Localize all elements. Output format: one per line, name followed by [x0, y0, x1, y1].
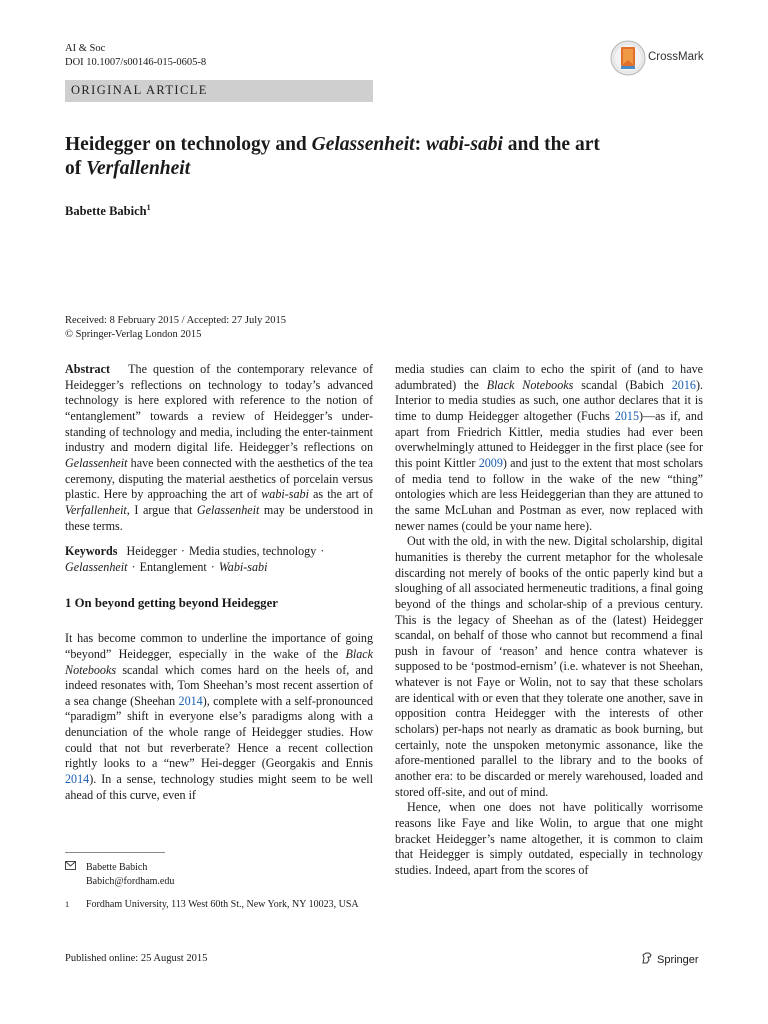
keywords — [65, 544, 373, 575]
keyword: Gelassenheit — [65, 559, 128, 574]
crossmark-icon — [610, 40, 646, 76]
doi: DOI 10.1007/s00146-015-0605-8 — [65, 57, 207, 68]
keyword-separator: · — [320, 544, 325, 559]
title-part: : — [414, 134, 426, 155]
abstract-heading: Abstract — [65, 362, 111, 376]
corresponding-author — [65, 861, 366, 888]
body-text: scandal (Babich — [573, 377, 672, 392]
body-text: ) and just to the extent that most scholars of media tend to follow in the wake of the new “thing” ontologies which are less Heideggerian than they are attuned to the same McLuhan and Postman as ever, now replaced with newer names (could be your name here). — [395, 455, 703, 533]
section-heading: 1 On beyond getting beyond Heidegger — [65, 595, 278, 610]
title-part: Heidegger on technology and — [65, 134, 312, 155]
body-text: It has become common to underline the importance of going “beyond” Heidegger, especially in the wake of the — [65, 631, 373, 661]
affil-mark — [65, 898, 86, 916]
citation-link[interactable]: 2009 — [478, 455, 503, 470]
abstract-text-italic: wabi-sabi — [261, 487, 309, 502]
keyword: Heidegger — [126, 544, 177, 559]
body-text: )—as if, and apart from Friedrich Kittler, media studies had ever been overwhelmingly attuned to Heidegger in the first place (see for this point Kittler — [395, 408, 703, 470]
article-dates — [65, 314, 286, 342]
article-title — [65, 133, 665, 181]
body-paragraph — [65, 631, 373, 803]
abstract-text: have been connected with the aesthetics of the tea ceremony, disputing the material aesthetics of porcelain versus plastic. Here by approaching the art of — [65, 455, 373, 502]
body-text: ), complete with a self-pronounced “paradigm” shift in everyone else’s paradigms along with a denunciation of the whole range of Heidegger studies. How could that not but reverberate? Hence a recent collection rightly looks to a “new” Hei-degger (Georgakis and Ennis — [65, 693, 373, 771]
body-text-italic: Black Notebooks — [486, 377, 574, 392]
abstract-text: may be understood in these terms. — [65, 502, 373, 533]
body-text: ). Interior to media studies as such, one author declares that it is time to dump Heidegger altogether (Fuchs — [395, 377, 703, 423]
affil-text: Fordham University, 113 West 60th St., New York, NY 10023, USA — [86, 899, 359, 910]
published-online: Published online: 25 August 2015 — [65, 953, 208, 964]
footnote-divider — [65, 852, 165, 853]
title-part-italic: Gelassenheit — [311, 134, 415, 155]
keyword: Wabi-sabi — [218, 559, 268, 574]
journal-name: AI & Soc — [65, 43, 106, 54]
body-text-italic: Black Notebooks — [65, 646, 373, 677]
title-part-italic: wabi-sabi — [425, 134, 503, 155]
title-part: and the art — [502, 134, 600, 155]
crossmark-label: CrossMark — [648, 51, 704, 63]
received-accepted: Received: 8 February 2015 / Accepted: 27 July 2015 — [65, 315, 287, 326]
affil-number: 1 — [65, 900, 70, 909]
body-paragraph — [395, 362, 703, 534]
abstract-text-italic: Gelassenheit — [196, 502, 260, 517]
springer-horse-icon — [640, 951, 654, 965]
keyword: Entanglement — [139, 559, 207, 574]
citation-link[interactable]: 2014 — [65, 772, 90, 787]
body-paragraph: Hence, when one does not have politically worrisome reasons like Faye and like Wolin, to argue that one might bracket Heidegger’s name altogether, it is common to claim that Heidegger is simply outdated, especially in technology studies. Indeed, apart from the scores of — [395, 800, 703, 877]
keywords-heading: Keywords — [65, 544, 118, 559]
article-type-label: ORIGINAL ARTICLE — [71, 83, 208, 97]
copyright: © Springer-Verlag London 2015 — [65, 329, 202, 340]
title-part-italic: Verfallenheit — [86, 158, 191, 179]
crossmark-badge[interactable] — [610, 40, 720, 80]
author — [65, 203, 151, 219]
body-paragraph: Out with the old, in with the new. Digital scholarship, digital humanities is thereby the current metaphor for the wholesale discarding not merely of books of the ontic paperly kind but a sloughing of all associated hermeneutic traditions, a final going beyond of the things and scholar-ship of a previous century. This is the legacy of Sheehan as of the (latest) Heidegger scandal, on behalf of those who cannot but recommend a final push in favour of ‘reason’ and hence contra whatever is supposed to be ‘postmod-ernism’ (i.e. whatever is not Sheehan, whatever is not Faye or Wolin, not to say that these scholars are identical with or even that they tolerate one another, save in opposition contra Heidegger with the interests of other scholars) per-haps not nearly as dramatic as book burning, but certainly, note the unspoken metonymic assonance, like the afore-mentioned parallel to the library and to the books of another era: to be discarded or merely warehoused, loaded and stored off-site, and out of mind. — [395, 534, 703, 799]
contact-email[interactable]: Babich@fordham.edu — [86, 875, 175, 887]
keyword: Media studies, technology — [188, 544, 317, 559]
citation-link[interactable]: 2016 — [671, 377, 696, 392]
abstract-text-italic: Gelassenheit — [65, 455, 128, 470]
contact-name: Babette Babich — [86, 862, 148, 873]
left-column — [65, 362, 373, 803]
publisher-logo — [640, 951, 699, 966]
affiliation-footnote — [65, 898, 366, 916]
keyword-separator: · — [210, 559, 215, 574]
title-part: of — [65, 158, 87, 179]
keyword-separator: · — [180, 544, 185, 559]
abstract-text-italic: Verfallenheit — [65, 502, 127, 517]
keyword-separator: · — [131, 559, 136, 574]
body-text: ). In a sense, technology studies might seem to be well ahead of this curve, even if — [65, 772, 373, 802]
citation-link[interactable]: 2014 — [178, 693, 203, 708]
body-text: scandal which comes hard on the heels of, and indeed resonates with, Tom Sheehan’s most recent assertion of a sea change (Sheehan — [65, 662, 373, 708]
citation-link[interactable]: 2015 — [614, 408, 640, 423]
abstract-text: , I argue that — [126, 502, 197, 517]
abstract-text: as the art of — [308, 487, 373, 502]
abstract-text: The question of the contemporary relevance of Heidegger’s reflections on technology to today’s advanced technology is here explored with reference to the notion of “entanglement” towards a review of Heidegger’s under-standing of technology and media, including the enter-tainment industry and modern digital life. Heidegger’s reflections on — [65, 362, 373, 455]
author-name: Babette Babich — [65, 204, 147, 219]
right-column — [395, 362, 703, 879]
author-affil-mark: 1 — [146, 203, 151, 212]
envelope-icon — [65, 861, 86, 875]
article-type-banner — [65, 80, 373, 102]
publisher-name: Springer — [657, 954, 699, 966]
body-text: media studies can claim to echo the spirit of (and to have adumbrated) the — [395, 362, 703, 392]
abstract — [65, 362, 373, 534]
